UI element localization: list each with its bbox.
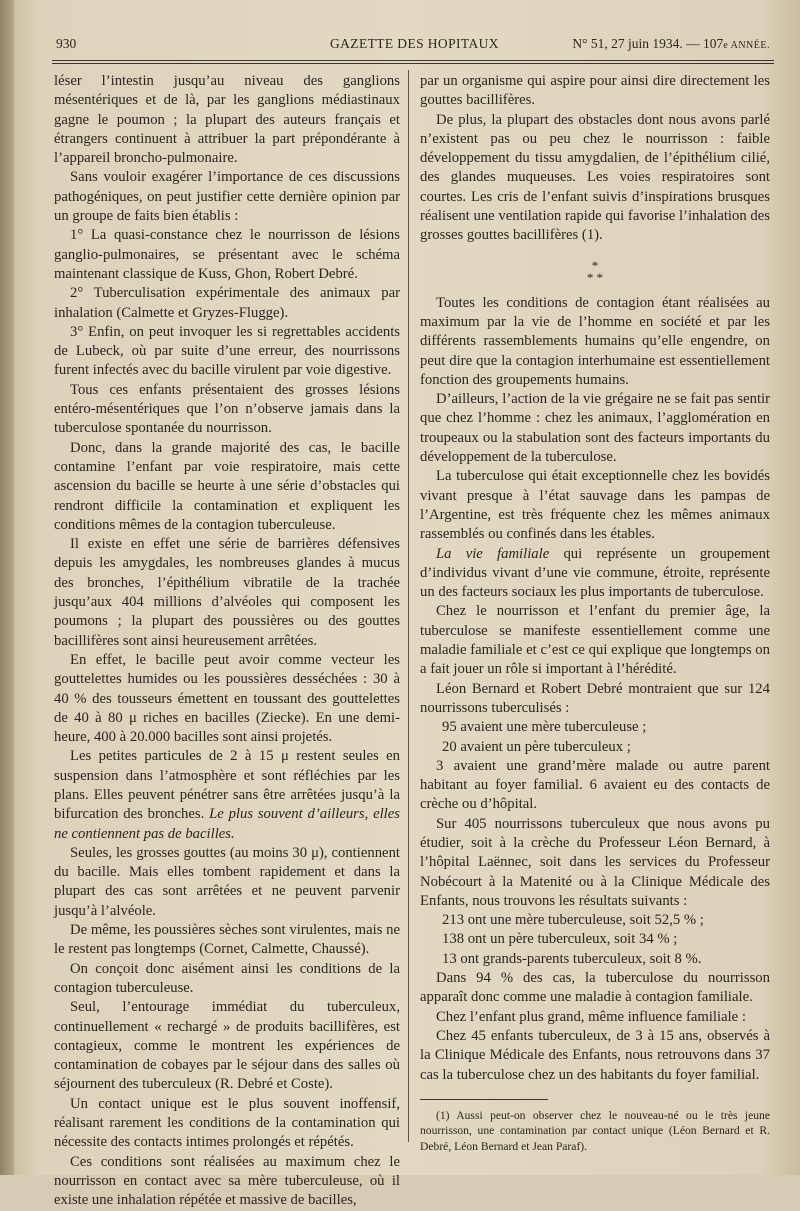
paragraph	[420, 467, 770, 544]
paragraph-text: 138 ont un père tuberculeux, soit 34 % ;	[442, 931, 678, 948]
paragraph-text: Chez 45 enfants tuberculeux, de 3 à 15 ans, observés à la Clinique Médicale des Enfants, nous retrouvons dans 37 cas la tuberculose chez un des habitants du foyer familial.	[420, 1027, 770, 1083]
paragraph-text: par un organisme qui aspire pour ainsi dire directement les gouttes bacillifères.	[420, 73, 770, 109]
paragraph	[54, 1153, 400, 1211]
paragraph-text: 1° La quasi-constance chez le nourrisson de lésions ganglio-pulmonaires, se présentant avec le schéma maintenant classique de Kuss, Ghon, Robert Debré.	[54, 227, 400, 282]
paragraph	[420, 738, 770, 757]
paragraph	[54, 921, 400, 960]
section-break-asterisks: * * *	[586, 257, 604, 285]
paragraph	[420, 1027, 770, 1085]
paragraph	[420, 718, 770, 737]
paragraph-text: De même, les poussières sèches sont virulentes, mais ne le restent pas longtemps (Cornet, Calmette, Chaussé).	[54, 922, 400, 958]
paragraph-text: léser l’intestin jusqu’au niveau des ganglions mésentériques et de là, par les ganglions médiastinaux gagne le poumon ; la plupart des auteurs français et étrangers continuent à attribuer la part prépondérante à l’appareil broncho-pulmonaire.	[54, 73, 400, 167]
paragraph	[54, 747, 400, 843]
paragraph-text: 13 ont grands-parents tuberculeux, soit 8 %.	[442, 950, 702, 967]
italic-text: La vie familiale	[436, 545, 550, 562]
paragraph	[420, 545, 770, 603]
paragraph	[420, 930, 770, 949]
paragraph	[54, 535, 400, 651]
paragraph	[54, 651, 400, 747]
column-divider	[408, 70, 409, 1142]
paragraph-text: En effet, le bacille peut avoir comme vecteur les gouttelettes humides ou les poussières desséchées : 30 à 40 % des tousseurs émettent en toussant des gouttelettes de 40 à 80 μ riches en bacilles (Ziecke). En une demi-heure, 400 à 20.000 bacilles sont ainsi projetés.	[54, 651, 400, 746]
paragraph	[420, 390, 770, 467]
paragraph-text: 3 avaient une grand’mère malade ou autre parent habitant au foyer familial. 6 avaient eu des contacts de crèche ou d’hôpital.	[420, 757, 770, 813]
paragraph-text: Sur 405 nourrissons tuberculeux que nous avons pu étudier, soit à la crèche du Professeur Léon Bernard, à l’hôpital Laënnec, soit dans les services du Professeur Nobécourt à la Matenité ou à la Clinique Médicale des Enfants, nous trouvons les résultats suivants :	[420, 815, 770, 909]
paragraph	[54, 72, 400, 168]
paragraph-text: Dans 94 % des cas, la tuberculose du nourrisson apparaît donc comme une maladie à contagion familiale.	[420, 970, 770, 1006]
journal-title: GAZETTE DES HOPITAUX	[330, 36, 499, 51]
paragraph-text: qui représente un groupement d’individus vivant d’une vie commune, étroite, représente un des facteurs sociaux les plus importants de tuberculose.	[420, 545, 770, 601]
paragraph-text: Il existe en effet une série de barrières défensives depuis les amygdales, les nombreuses glandes à mucus des bronches, l’épithélium vibratile de la trachée jusqu’aux 404 millions d’alvéoles qui composent les poumons ; la plupart des poussières ou des gouttes bacillifères sont ainsi heureusement arrêtées.	[54, 536, 400, 649]
paragraph	[54, 284, 400, 323]
paragraph	[54, 168, 400, 226]
right-column-part-a	[420, 72, 770, 246]
paragraph	[54, 998, 400, 1094]
paragraph-text: 3° Enfin, on peut invoquer les si regrettables accidents de Lubeck, où par suite d’une erreur, des nourrissons furent infectés avec du bacille virulent par voie digestive.	[54, 323, 400, 379]
issue-date	[572, 36, 770, 52]
paragraph	[420, 1008, 770, 1027]
paragraph-text: Léon Bernard et Robert Debré montraient que sur 124 nourrissons tuberculisés :	[420, 680, 770, 716]
paragraph-text: Les petites particules de 2 à 15 μ restent seules en suspension dans l’atmosphère et sont réfléchies par les plans. Elles peuvent pénétrer sans être arrêtées jusqu’à la bifurcation des bronches.	[54, 748, 400, 823]
paragraph	[54, 439, 400, 535]
paragraph	[54, 1095, 400, 1153]
paragraph	[54, 844, 400, 921]
paragraph	[54, 226, 400, 284]
paragraph-text: Seul, l’entourage immédiat du tuberculeux, continuellement « rechargé » de produits bacillifères, est contagieux, comme le montrent les expériences de contamination de cobayes par le séjour dans des salles où séjournent des tuberculeux (R. Debré et Coste).	[54, 999, 400, 1093]
paragraph	[420, 602, 770, 679]
paragraph	[420, 111, 770, 246]
paragraph-text: 213 ont une mère tuberculeuse, soit 52,5 % ;	[442, 912, 704, 929]
footnote-rule	[420, 1099, 548, 1100]
paragraph-text: Toutes les conditions de contagion étant réalisées au maximum par la vie de l’homme en société et par les différents rassemblements humains qu’elle engendre, on peut dire que la contagion interhumaine est essentiellement fonction des groupements humains.	[420, 294, 770, 388]
paragraph	[54, 960, 400, 999]
page-number: 930	[56, 36, 77, 51]
paragraph-text: Un contact unique est le plus souvent inoffensif, réalisant rarement les conditions de la contamination qui nécessite des contacts intimes prolongés et répétés.	[54, 1095, 400, 1151]
paragraph	[420, 911, 770, 930]
issue-date-suffix: e ANNÉE.	[723, 40, 770, 51]
paragraph-text: Seules, les grosses gouttes (au moins 30 μ), contiennent du bacille. Mais elles tombent rapidement et dans la plupart des cas sont arrêtées et ne peuvent parvenir jusqu’à l’alvéole.	[54, 844, 400, 919]
paragraph	[420, 294, 770, 390]
footnote: (1) Aussi peut-on observer chez le nouveau-né ou le très jeune nourrisson, une contamination par contact unique (Léon Bernard et R. Debré, Léon Bernard et Jean Paraf).	[420, 1108, 770, 1153]
paragraph-text: Donc, dans la grande majorité des cas, le bacille contamine l’enfant par voie respiratoire, mais cette ascension du bacille se heurte à une série d’obstacles qui rendront difficile la contamination et expliquent les conditions mêmes de la contagion tuberculeuse.	[54, 439, 400, 533]
running-header	[52, 34, 772, 54]
paragraph	[420, 950, 770, 969]
paragraph-text: D’ailleurs, l’action de la vie grégaire ne se fait pas sentir que chez l’homme : chez les animaux, l’agglomération en troupeaux ou la stabulation sont des facteurs importants du développement de la tuberculose.	[420, 391, 770, 466]
paragraph-text: Tous ces enfants présentaient des grosses lésions entéro-mésentériques que l’on n’observe jamais dans la tuberculose spontanée du nourrisson.	[54, 381, 400, 437]
right-column-part-b	[420, 294, 770, 1085]
left-column	[54, 72, 400, 1211]
paragraph-text: On conçoit donc aisément ainsi les conditions de la contagion tuberculeuse.	[54, 960, 400, 996]
paragraph-text: La tuberculose qui était exceptionnelle chez les bovidés vivant presque à l’état sauvage dans les pampas de l’Argentine, est très fréquente chez les mêmes animaux rassemblés ou confinés dans les étables.	[420, 468, 770, 543]
paragraph-text: De plus, la plupart des obstacles dont nous avons parlé n’existent pas ou peu chez le nourrisson : faible développement du tissu amygdalien, de l’épithélium cilié, des glandes muqueuses. Les voies respiratoires sont courtes. Les cris de l’enfant suivis d’inspirations brusques réalisent une ventilation rapide qui favorise l’inhalation des grosses gouttes bacillifères (1).	[420, 111, 770, 244]
paragraph	[420, 815, 770, 911]
paragraph	[54, 323, 400, 381]
paragraph-text: Ces conditions sont réalisées au maximum chez le nourrisson en contact avec sa mère tuberculeuse, où il existe une inhalation répétée et massive de bacilles,	[54, 1153, 400, 1209]
italic-text: Le plus souvent d’ailleurs, elles ne contiennent pas de bacilles.	[54, 806, 400, 842]
paragraph-text: Chez le nourrisson et l’enfant du premier âge, la tuberculose se manifeste essentiellement comme une maladie familiale et c’est ce qui explique que longtemps on a fait jouer un rôle si important à l’hérédité.	[420, 603, 770, 678]
paragraph	[420, 680, 770, 719]
page-binding-edge	[0, 0, 14, 1175]
paragraph	[420, 757, 770, 815]
header-rule	[52, 60, 774, 64]
paragraph-text: 20 avaient un père tuberculeux ;	[442, 738, 631, 755]
paragraph-text: 2° Tuberculisation expérimentale des animaux par inhalation (Calmette et Gryzes-Flugge).	[54, 285, 400, 321]
paragraph-text: Sans vouloir exagérer l’importance de ces discussions pathogéniques, on peut justifier cette dernière opinion par un groupe de faits bien établis :	[54, 169, 400, 225]
right-column	[420, 72, 770, 1154]
paragraph	[420, 72, 770, 111]
paragraph-text: Chez l’enfant plus grand, même influence familiale :	[436, 1008, 746, 1025]
paragraph-text: 95 avaient une mère tuberculeuse ;	[442, 719, 647, 736]
issue-date-main: N° 51, 27 juin 1934. — 107	[572, 36, 724, 51]
paragraph	[420, 969, 770, 1008]
paragraph	[54, 381, 400, 439]
